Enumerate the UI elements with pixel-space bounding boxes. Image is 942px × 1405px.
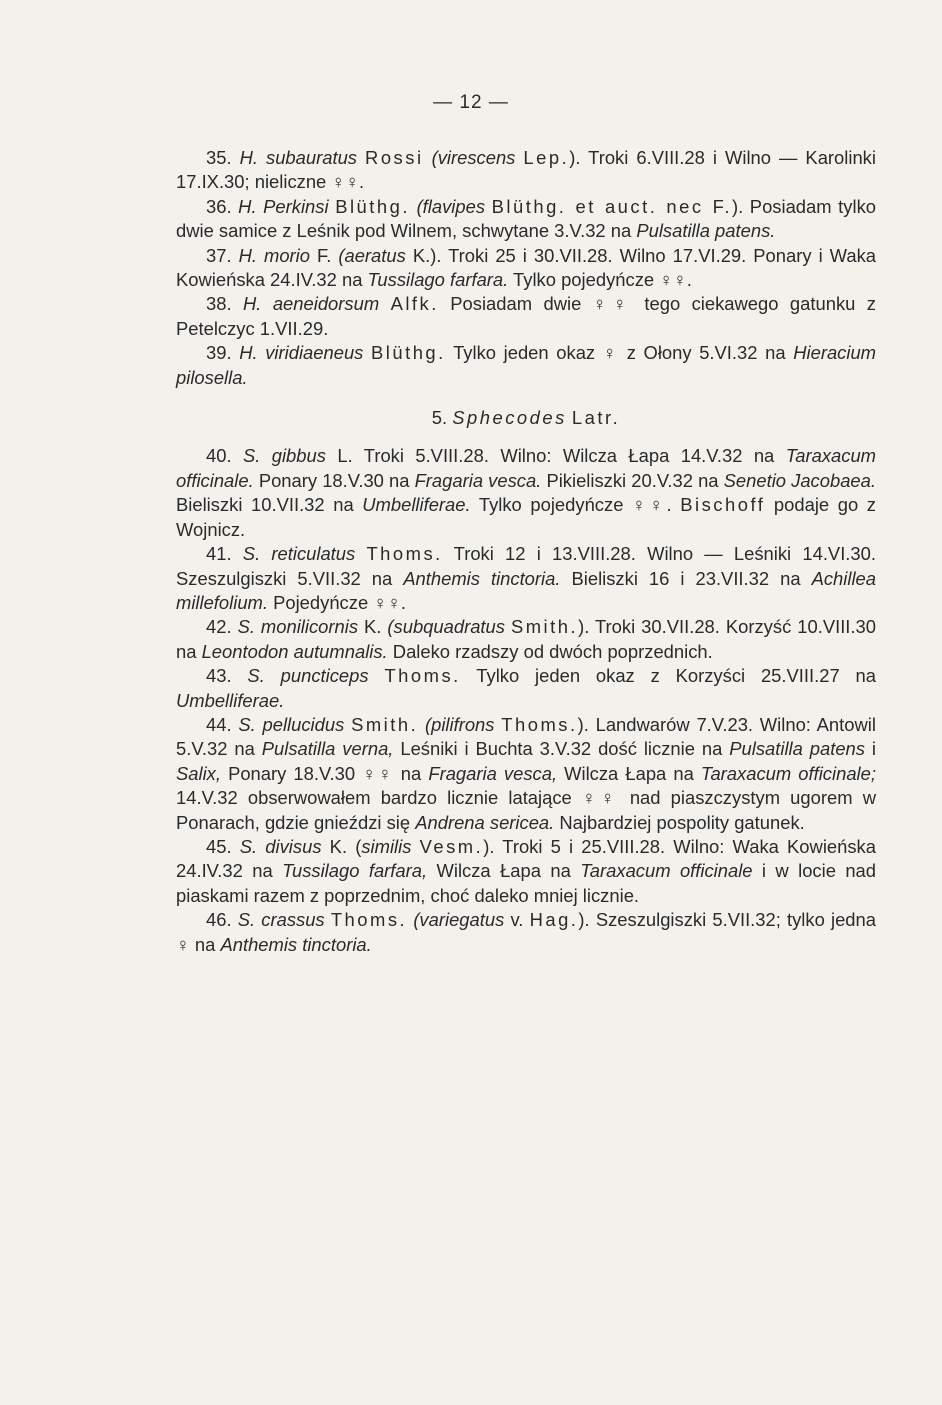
- spaced-text: Bischoff: [680, 494, 766, 516]
- spaced-text: Latr.: [571, 407, 621, 429]
- italic-text: Senetio Jacobaea.: [723, 469, 876, 491]
- text-run: 35.: [206, 147, 240, 168]
- italic-text: S. crassus: [237, 909, 325, 931]
- species-entry: [176, 713, 876, 835]
- italic-text: S. pellucidus: [238, 713, 345, 735]
- italic-text: (virescens: [431, 147, 516, 168]
- italic-text: Anthemis tinctoria.: [220, 933, 372, 955]
- page-number: — 12 —: [433, 92, 509, 113]
- text-run: 14.V.32 obserwowałem bardzo licznie latające ♀♀ nad piaszczystym ugorem w Ponarach, gdzie gnieździ się: [176, 787, 876, 833]
- italic-text: Pulsatilla patens.: [636, 220, 776, 242]
- italic-text: S. gibbus: [242, 445, 326, 467]
- text-run: 45.: [206, 835, 240, 857]
- italic-text: Achillea millefolium.: [176, 567, 876, 613]
- text-run: 36.: [206, 195, 239, 217]
- spaced-text: Smith.: [510, 616, 579, 638]
- italic-text: (variegatus: [413, 909, 505, 931]
- text-run: 46.: [206, 909, 238, 931]
- spaced-text: Alfk.: [390, 293, 439, 315]
- italic-text: Pulsatilla verna,: [261, 738, 394, 760]
- species-entry: [176, 444, 876, 542]
- italic-text: Tussilago farfara.: [367, 269, 509, 291]
- text-run: ). Landwarów 7.V.23. Wilno: Antowil 5.V.32 na: [176, 713, 876, 760]
- spaced-text: Smith.: [351, 713, 419, 735]
- species-entry: [176, 292, 876, 341]
- spaced-text: Thoms.: [384, 665, 461, 687]
- text-run: Tylko jeden okaz ♀ z Ołony 5.VI.32 na: [445, 342, 794, 364]
- text-run: L. Troki 5.VIII.28. Wilno: Wilcza Łapa 14.V.32 na: [325, 445, 786, 467]
- spaced-text: Vesm.: [419, 835, 484, 857]
- text-run: Tylko pojedyńcze ♀♀.: [508, 269, 692, 291]
- text-run: K.: [358, 616, 388, 638]
- text-run: [369, 665, 385, 686]
- italic-text: Taraxacum officinale: [580, 860, 753, 882]
- italic-text: Hieracium pilosella.: [176, 342, 876, 388]
- text-run: [424, 147, 432, 168]
- text-run: 5.: [431, 407, 453, 429]
- italic-text: Umbelliferae.: [362, 494, 471, 516]
- italic-text: Pulsatilla patens: [729, 738, 865, 760]
- italic-text: (flavipes: [416, 195, 486, 217]
- spaced-text: Blüthg.: [335, 195, 410, 217]
- text-run: Ponary 18.V.30 ♀♀ na: [220, 762, 429, 784]
- italic-text: Andrena sericea.: [415, 811, 555, 833]
- species-entry: [176, 835, 876, 908]
- text-run: Wilcza Łapa na: [427, 860, 581, 882]
- text-run: 41.: [206, 543, 243, 565]
- text-run: ). Troki 6.VIII.28 i Wilno — Karolinki 17.IX.30; nieliczne ♀♀.: [176, 147, 876, 193]
- text-run: Bieliszki 10.VII.32 na: [176, 494, 363, 516]
- species-entry: [176, 908, 876, 957]
- text-run: [379, 293, 390, 314]
- species-entry: [176, 542, 876, 615]
- spaced-text: Blüthg. et auct. nec F.: [491, 195, 732, 217]
- italic-text: H. viridiaeneus: [239, 342, 364, 364]
- italic-text: Sphecodes: [452, 407, 567, 429]
- text-run: ). Troki 30.VII.28. Korzyść 10.VIII.30 na: [176, 616, 876, 662]
- species-entry: [176, 195, 876, 244]
- section-heading: [176, 406, 876, 430]
- text-run: ). Troki 5 i 25.VIII.28. Wilno: Waka Kowieńska 24.IV.32 na: [176, 835, 876, 882]
- spaced-text: Blüthg.: [371, 342, 446, 364]
- italic-text: Salix,: [176, 762, 221, 784]
- document-body: [176, 146, 876, 957]
- text-run: i: [864, 738, 876, 760]
- text-run: 42.: [206, 616, 238, 638]
- text-run: podaje go z Wojnicz.: [176, 494, 876, 540]
- spaced-text: Thoms.: [366, 543, 443, 565]
- italic-text: H. Perkinsi: [238, 195, 329, 217]
- text-run: Ponary 18.V.30 na: [253, 469, 415, 491]
- text-run: ). Posiadam tylko dwie samice z Leśnik pod Wilnem, schwytane 3.V.32 na: [176, 195, 876, 242]
- text-run: K.). Troki 25 i 30.VII.28. Wilno 17.VI.29. Ponary i Waka Kowieńska 24.IV.32 na: [176, 244, 876, 291]
- text-run: 40.: [206, 445, 243, 467]
- text-run: Bieliszki 16 i 23.VII.32 na: [560, 567, 812, 589]
- text-run: Daleko rzadszy od dwóch poprzednich.: [387, 640, 713, 662]
- italic-text: S. puncticeps: [247, 665, 369, 687]
- text-run: F.: [310, 244, 339, 266]
- italic-text: Anthemis tinctoria.: [403, 567, 561, 589]
- text-run: [410, 196, 417, 217]
- text-run: Posiadam dwie ♀♀ tego ciekawego gatunku z Petelczyc 1.VII.29.: [176, 293, 876, 339]
- italic-text: H. subauratus: [239, 147, 358, 168]
- italic-text: Leontodon autumnalis.: [201, 640, 388, 662]
- text-run: Pojedyńcze ♀♀.: [267, 591, 406, 613]
- text-run: [363, 342, 371, 363]
- text-run: Leśniki i Buchta 3.V.32 dość licznie na: [393, 738, 730, 760]
- text-run: Wilcza Łapa na: [557, 762, 701, 784]
- text-run: Troki 12 i 13.VIII.28. Wilno — Leśniki 14.VI.30. Szeszulgiszki 5.VII.32 na: [176, 543, 876, 589]
- text-run: [355, 543, 366, 564]
- species-entry: [176, 244, 876, 293]
- italic-text: Umbelliferae.: [176, 689, 285, 711]
- italic-text: H. morio: [238, 244, 310, 266]
- spaced-text: Rossi: [365, 147, 424, 168]
- spaced-text: Hag.: [529, 909, 579, 931]
- italic-text: Fragaria vesca.: [414, 469, 542, 491]
- spaced-text: Thoms.: [330, 909, 408, 931]
- italic-text: S. monilicornis: [237, 616, 359, 638]
- text-run: i w locie nad piaskami razem z poprzednim, choć daleko mniej licznie.: [176, 860, 877, 906]
- text-run: ). Szeszulgiszki 5.VII.32; tylko jedna ♀ na: [176, 909, 876, 955]
- species-entry: [176, 341, 876, 390]
- italic-text: similis: [361, 835, 412, 857]
- italic-text: S. divisus: [239, 835, 322, 857]
- spaced-text: Lep.: [523, 147, 570, 168]
- species-entry: [176, 615, 876, 664]
- text-run: 38.: [206, 293, 243, 315]
- italic-text: Taraxacum officinale;: [700, 762, 876, 784]
- text-run: Tylko jeden okaz z Korzyści 25.VIII.27 na: [460, 665, 876, 687]
- text-run: 39.: [206, 342, 240, 364]
- italic-text: (aeratus: [338, 244, 406, 266]
- text-run: 44.: [206, 713, 239, 735]
- text-run: Tylko pojedyńcze ♀♀.: [470, 494, 681, 516]
- italic-text: Taraxacum officinale.: [176, 445, 876, 491]
- text-run: K. (: [321, 835, 362, 857]
- text-run: v.: [504, 909, 530, 931]
- italic-text: S. reticulatus: [242, 543, 356, 565]
- italic-text: (pilifrons: [424, 713, 495, 735]
- species-entry: [176, 146, 876, 195]
- text-run: 37.: [206, 244, 239, 266]
- text-run: [485, 196, 492, 217]
- italic-text: Tussilago farfara,: [282, 860, 428, 882]
- text-run: [418, 714, 425, 735]
- spaced-text: Thoms.: [501, 713, 578, 735]
- italic-text: H. aeneidorsum: [243, 293, 380, 315]
- italic-text: (subquadratus: [387, 616, 505, 638]
- species-entry: [176, 664, 876, 713]
- text-run: [411, 836, 419, 857]
- text-run: Najbardziej pospolity gatunek.: [554, 811, 805, 833]
- italic-text: Fragaria vesca,: [428, 762, 558, 784]
- text-run: Pikieliszki 20.V.32 na: [541, 469, 724, 491]
- text-run: 43.: [206, 665, 248, 687]
- text-run: [357, 147, 365, 168]
